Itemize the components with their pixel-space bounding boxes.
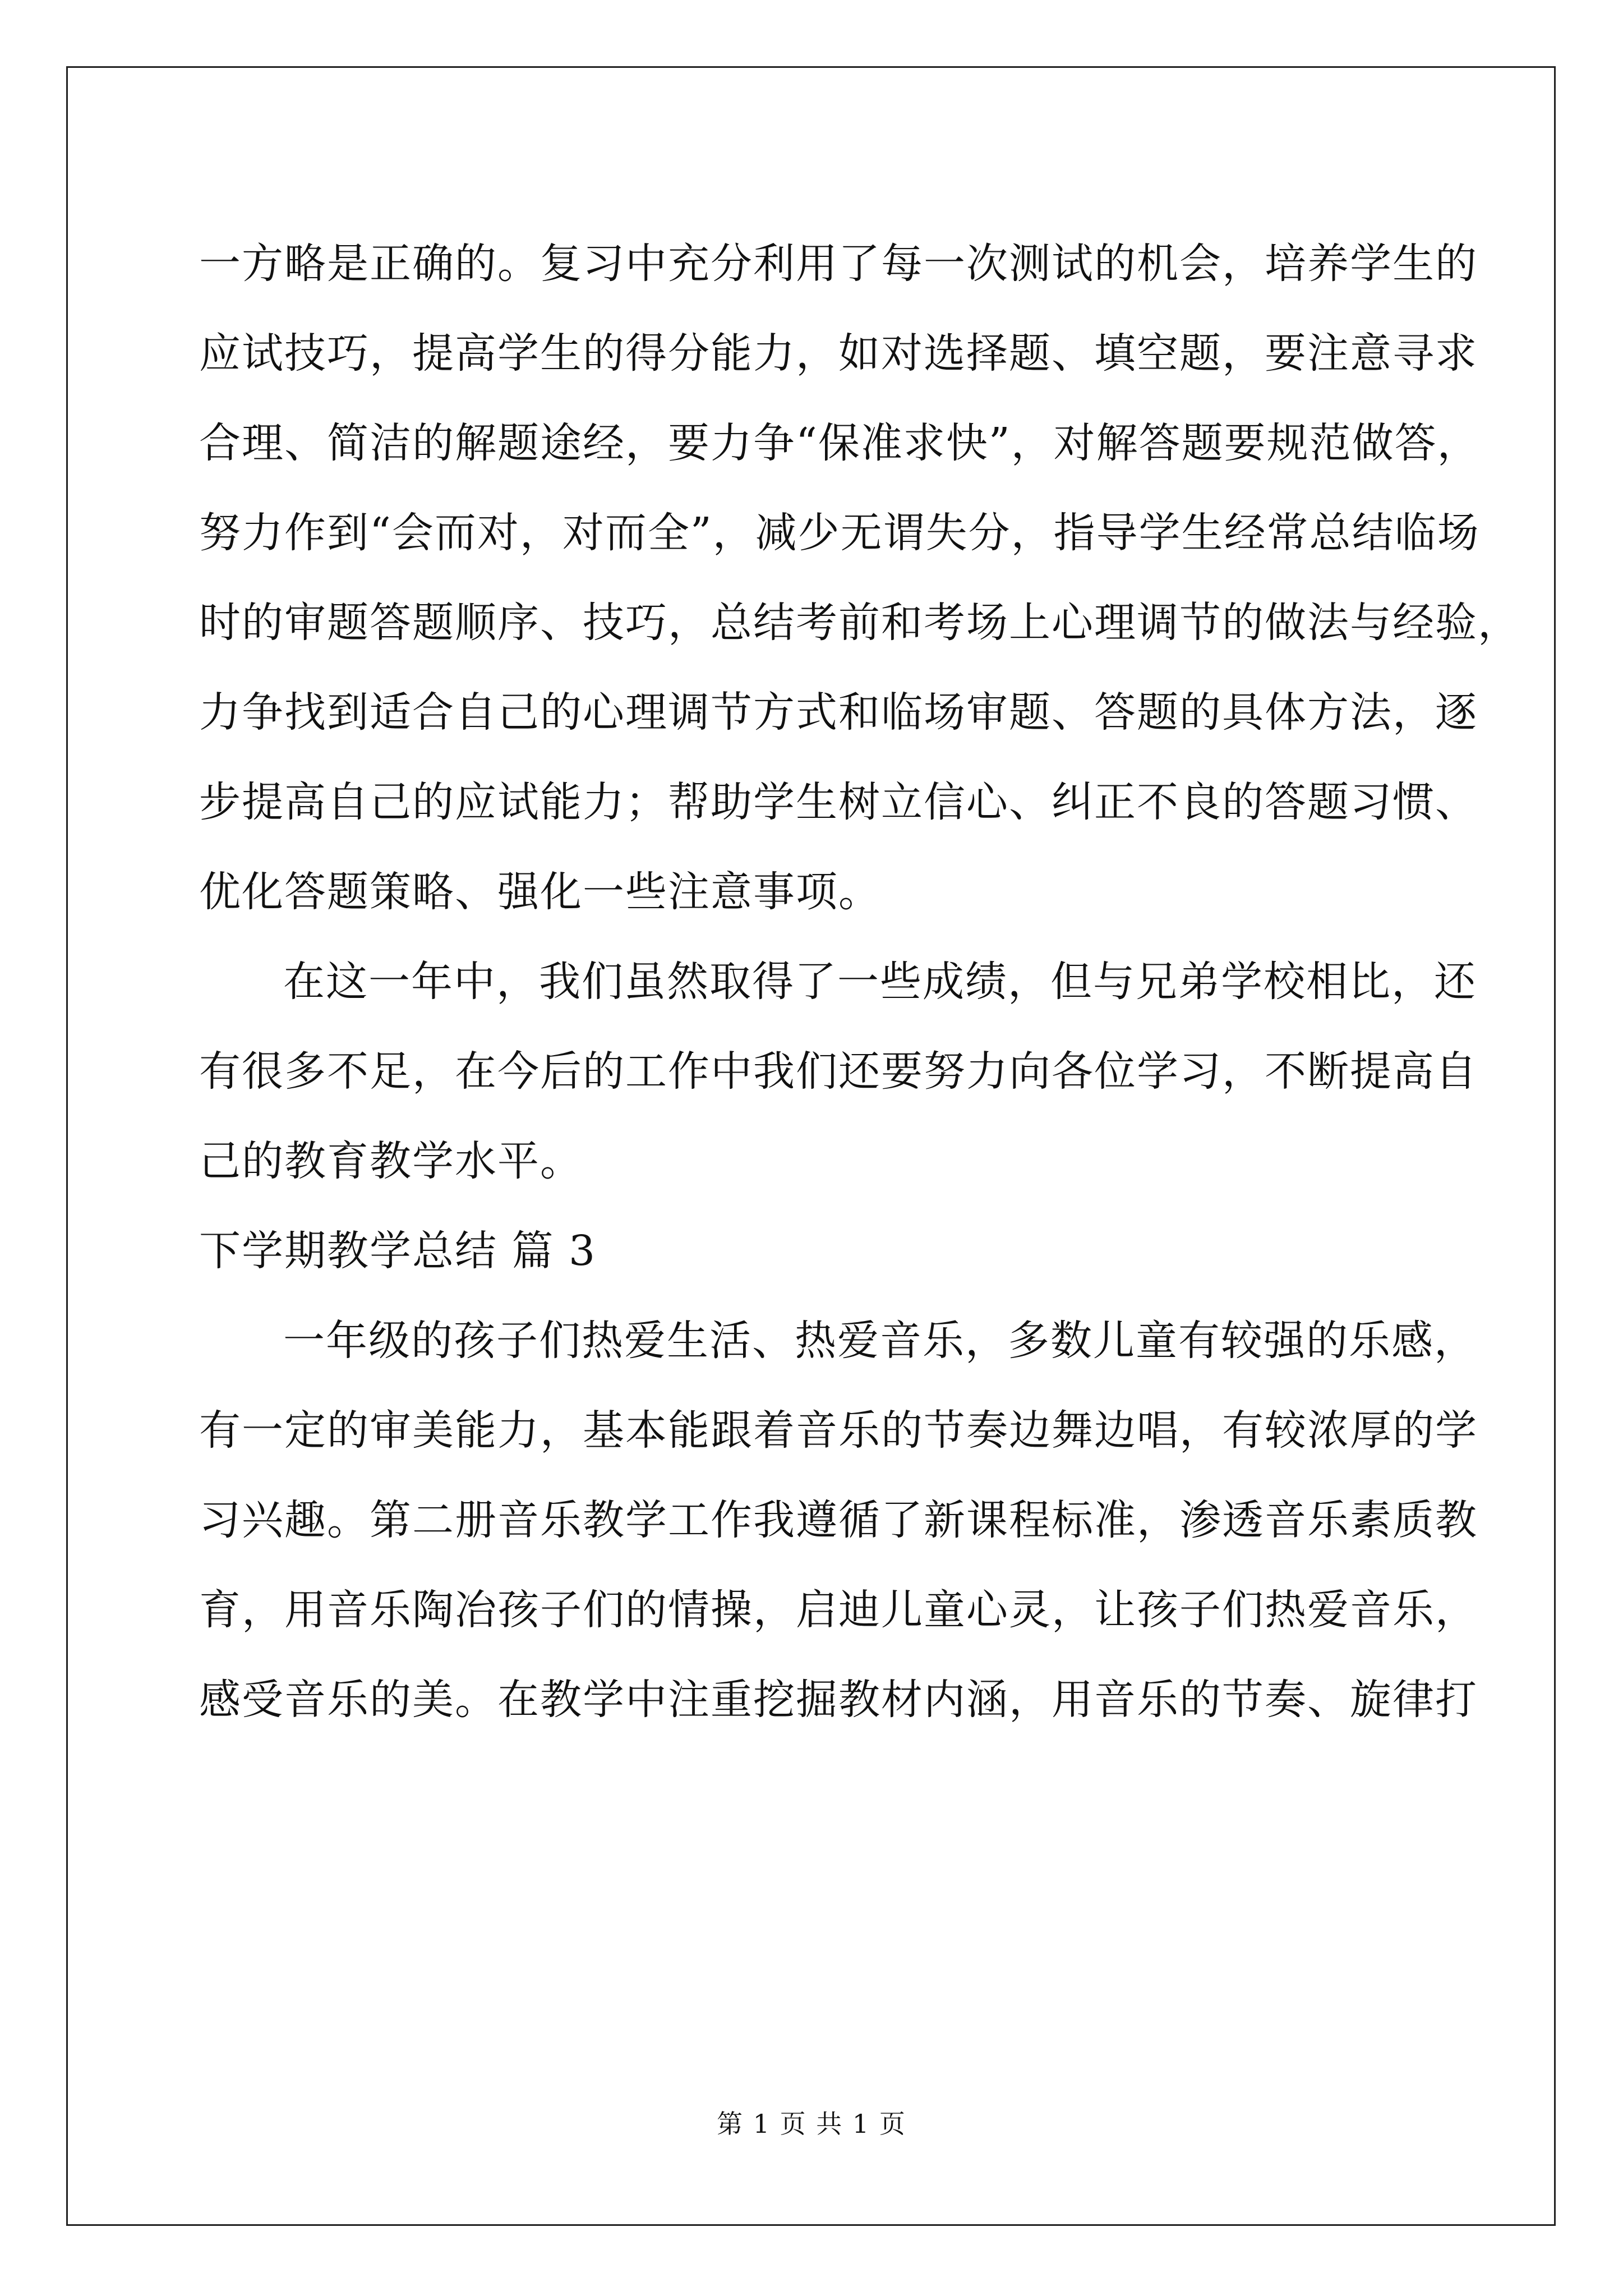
text-line: 应试技巧，提高学生的得分能力，如对选择题、填空题，要注意寻求 xyxy=(199,329,1478,378)
text-line: 有一定的审美能力，基本能跟着音乐的节奏边舞边唱，有较浓厚的学 xyxy=(199,1406,1478,1455)
text-line: 己的教育教学水平。 xyxy=(199,1137,583,1185)
document-body xyxy=(199,219,1520,1745)
section-heading: 下学期教学总结 篇 3 xyxy=(199,1227,597,1275)
text-line: 习兴趣。第二册音乐教学工作我遵循了新课程标准，渗透音乐素质教 xyxy=(199,1496,1478,1544)
text-line: 感受音乐的美。在教学中注重挖掘教材内涵，用音乐的节奏、旋律打 xyxy=(199,1676,1478,1724)
page-footer: 第 1 页 共 1 页 xyxy=(717,2109,906,2139)
paragraph-start-line: 在这一年中，我们虽然取得了一些成绩，但与兄弟学校相比，还 xyxy=(283,958,1477,1006)
text-line: 力争找到适合自己的心理调节方式和临场审题、答题的具体方法，逐 xyxy=(199,688,1478,737)
text-line: 努力作到“会而对，对而全”，减少无谓失分，指导学生经常总结临场 xyxy=(199,509,1480,557)
text-line: 优化答题策略、强化一些注意事项。 xyxy=(199,868,881,916)
paragraph-start-line: 一年级的孩子们热爱生活、热爱音乐，多数儿童有较强的乐感， xyxy=(283,1317,1477,1365)
text-line: 一方略是正确的。复习中充分利用了每一次测试的机会，培养学生的 xyxy=(199,240,1478,288)
text-line: 步提高自己的应试能力；帮助学生树立信心、纠正不良的答题习惯、 xyxy=(199,778,1478,826)
text-line: 合理、简洁的解题途经，要力争“保准求快”，对解答题要规范做答， xyxy=(199,419,1480,467)
text-line: 有很多不足，在今后的工作中我们还要努力向各位学习，不断提高自 xyxy=(199,1047,1478,1096)
text-line: 育，用音乐陶冶孩子们的情操，启迪儿童心灵，让孩子们热爱音乐， xyxy=(199,1586,1478,1634)
text-line: 时的审题答题顺序、技巧，总结考前和考场上心理调节的做法与经验， xyxy=(199,599,1520,647)
